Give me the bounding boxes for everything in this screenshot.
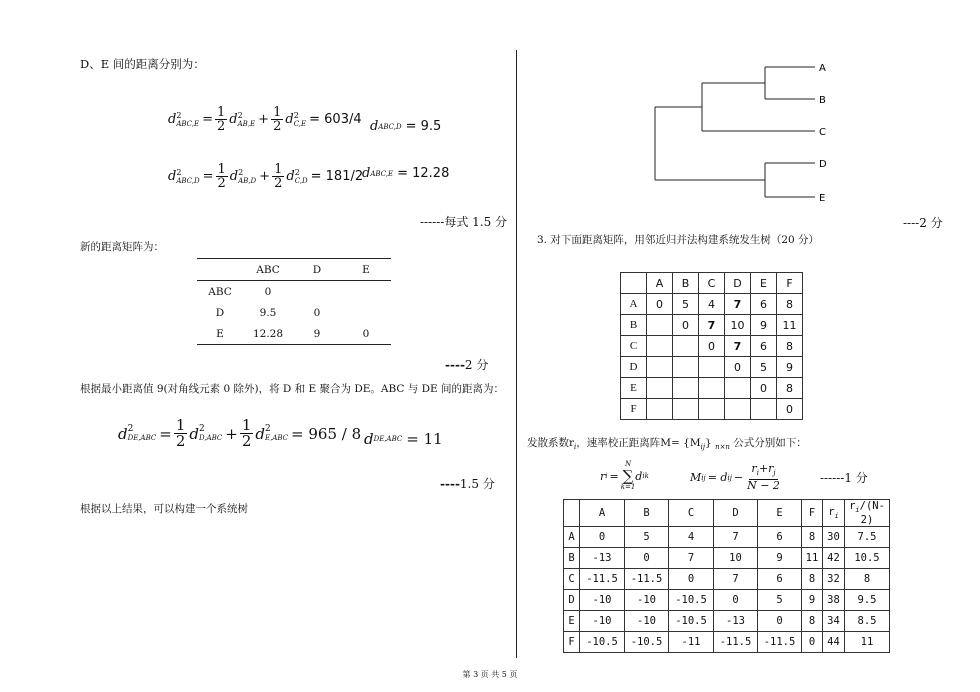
table-row: C 0 7 6 8	[621, 336, 803, 357]
matrix-header: E	[341, 259, 391, 281]
formula-divergence: r i = N ∑ k=1 d ik	[600, 460, 649, 491]
equation-1-side: d ABC,D = 9.5	[370, 119, 442, 134]
phylogenetic-tree	[640, 55, 840, 205]
equation-2: d 2 ABC,D = $\frac{1}{2}$ d 2 AB,D + $\frac{1}{2}$ d 2 C,D = 181/2	[168, 162, 364, 191]
conclusion-text: 根据以上结果，可以构建一个系统树	[80, 503, 248, 515]
matrix-row: D 9.5 0	[215, 306, 321, 319]
table-row: B 0 7 10 9 11	[621, 315, 803, 336]
table-row: D 0 5 9	[621, 357, 803, 378]
formula-rate-corrected: M ij = d ij − $\frac{r_i+r_j}{N - 2}$	[690, 462, 780, 493]
distance-matrix: A B C D E F A 0 5 4 7 6 8 B 0 7 10 9 11 C 0 7 6 8 D 0 5 9 E 0 8 F 0	[620, 272, 803, 420]
score-formula: ------1 分	[820, 471, 868, 485]
matrix-row: E 12.28 9 0	[197, 323, 391, 345]
table-row: A 0 5 4 7 6 8 30 7.5	[564, 527, 890, 548]
matrix-corner	[197, 259, 243, 281]
score-each-formula: ------每式 1.5 分	[420, 215, 508, 229]
score-equation-3: ----1.5 分	[440, 477, 495, 491]
equation-2-side: d ABC,E = 12.28	[362, 166, 450, 181]
table-row: E -10 -10 -10.5 -13 0 8 34 8.5	[564, 611, 890, 632]
page-footer: 第 3 页 共 5 页	[462, 670, 518, 679]
table-row: D -10 -10 -10.5 0 5 9 38 9.5	[564, 590, 890, 611]
table-row: F -10.5 -10.5 -11 -11.5 -11.5 0 44 11	[564, 632, 890, 653]
tree-leaf-label: E	[819, 193, 826, 204]
divergence-description: 发散系数$r_i$，速率校正距离阵$M= \{M_{ij}\}$ $_{n\times n}$ 公式分别如下：	[527, 437, 807, 452]
column-divider	[516, 50, 517, 658]
score-matrix: ----2 分	[445, 358, 489, 372]
equation-1: d 2 ABC,E = $\frac{1}{2}$ d 2 AB,E + $\frac{1}{2}$ d 2 C,E = 603/4	[168, 105, 362, 134]
tree-leaf-label: D	[819, 159, 827, 170]
r-header: $r_i$	[823, 500, 845, 527]
section-heading: D、E 间的距离分别为：	[80, 57, 205, 71]
table-row: A 0 5 4 7 6 8	[621, 294, 803, 315]
question-3: 3. 对下面距离矩阵，用邻近归并法构建系统发生树（20 分）	[537, 234, 820, 246]
tree-leaf-label: C	[819, 127, 826, 138]
table-row: B -13 0 7 10 9 11 42 10.5	[564, 548, 890, 569]
tree-leaf-label: A	[819, 63, 826, 74]
equation-3-side: d DE,ABC = 11	[364, 430, 443, 448]
matrix-header: ABC	[243, 259, 293, 281]
equation-3: d 2 DE,ABC = $\frac{1}{2}$ d 2 D,ABC + $\frac{1}{2}$ d 2 E,ABC = 965 / 8	[118, 416, 362, 450]
table-row: E 0 8	[621, 378, 803, 399]
score-tree: ----2 分	[903, 216, 943, 230]
table-row: C -11.5 -11.5 0 7 6 8 32 8	[564, 569, 890, 590]
tree-leaf-label: B	[819, 95, 826, 106]
rate-corrected-matrix: A B C D E F $r_i$ $r_i/(N-2)$ A 0 5 4 7 6 8 30 7.5 B -13 0 7 10 9 11 42 10.5 C -11.5 -11.5 0 7 6 8 32 8 D -10 -10 -10.5 0 5 9 38 9.5 E -10 -10 -10.5 -13 0 8 34 8.5 F -10.5 -10.5 -11 -11.5 -11.5 0 44 11	[563, 499, 890, 653]
new-matrix-label: 新的距离矩阵为：	[80, 241, 164, 253]
matrix-header: D	[293, 259, 341, 281]
new-distance-matrix	[197, 258, 391, 345]
ratio-header: $r_i/(N-2)$	[845, 500, 890, 527]
table-row: F 0	[621, 399, 803, 420]
matrix-row: ABC 0	[208, 285, 272, 298]
merge-description: 根据最小距离值 9(对角线元素 0 除外)，将 D 和 E 聚合为 DE。ABC 与 DE 间的距离为：	[80, 383, 505, 395]
